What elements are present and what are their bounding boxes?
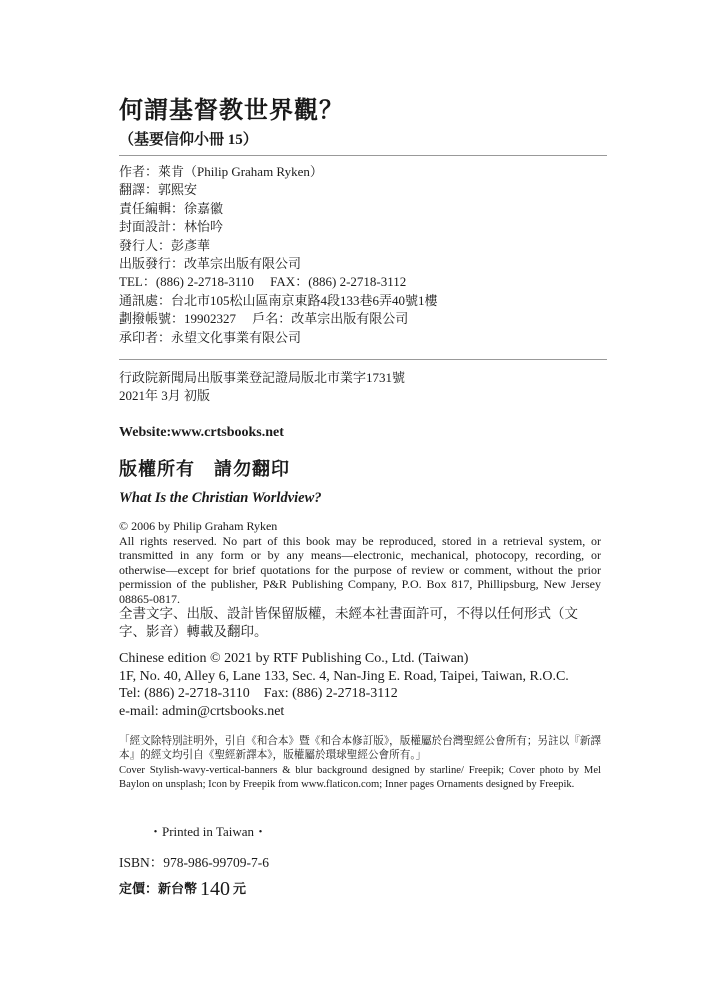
scripture-and-credits-notes <box>119 735 601 792</box>
registration-info <box>119 369 405 405</box>
chinese-edition-line: Chinese edition © 2021 by RTF Publishing Co., Ltd. (Taiwan) <box>119 651 469 666</box>
credit-author: 作者：萊肯（Philip Graham Ryken） <box>119 164 323 179</box>
credit-editor: 責任編輯：徐嘉徽 <box>119 200 224 216</box>
publisher-email: e-mail: admin@crtsbooks.net <box>119 703 285 719</box>
image-credits: Cover Stylish-wavy-vertical-banners & blur background designed by starline/ Freepik; Cover photo by Mel Baylon on unsplash; Icon by Freepik from www.flaticon.com; Inner pages Ornaments designed by Freepik. <box>119 764 601 790</box>
english-rights-statement: All rights reserved. No part of this book may be reproduced, stored in a retrieval system, or transmitted in any form or by any means—electronic, mechanical, photocopy, recording, or otherwise—except for brief quotations for the purpose of review or comment, without the prior permission of the publisher, P&R Publishing Company, P.O. Box 817, Phillipsburg, New Jersey 08865-0817. <box>119 533 601 606</box>
website-link[interactable]: Website:www.crtsbooks.net <box>119 425 284 440</box>
price-amount: 140 <box>200 878 231 900</box>
registration-license: 行政院新聞局出版事業登記證局版北市業字1731號 <box>119 370 406 385</box>
credit-translator: 翻譯：郭熙安 <box>119 182 198 198</box>
publisher-address: 1F, No. 40, Alley 6, Lane 133, Sec. 4, Nan-Jing E. Road, Taipei, Taiwan, R.O.C. <box>119 668 569 684</box>
credit-postal-account: 劃撥帳號：19902327 戶名：改革宗出版有限公司 <box>119 311 409 327</box>
series-subtitle: （基要信仰小冊 15） <box>119 132 258 148</box>
english-copyright-line: © 2006 by Philip Graham Ryken <box>119 519 278 533</box>
scripture-note: 「經文除特別註明外，引自《和合本》暨《和合本修訂版》，版權屬於台灣聖經公會所有；另註以『新譯本』的經文均引自《聖經新譯本》，版權屬於環球聖經公會所有。」 <box>119 736 602 762</box>
edition-date: 2021年 3月 初版 <box>119 388 211 403</box>
divider-middle <box>119 359 607 360</box>
credits-list <box>119 163 438 347</box>
chinese-edition-info <box>119 650 569 720</box>
chinese-copyright: 全書文字、出版、設計皆保留版權，未經本社書面許可，不得以任何形式（文字、影音）轉載及翻印。 <box>119 606 578 639</box>
book-title: 何謂基督教世界觀？ <box>119 98 344 124</box>
rights-notice: 版權所有 請勿翻印 <box>119 459 290 479</box>
credit-publisher: 發行人：彭彥華 <box>119 237 211 253</box>
credit-address: 通訊處：台北市105松山區南京東路4段133巷6弄40號1樓 <box>119 292 438 308</box>
price-unit: 元 <box>233 881 247 896</box>
credit-cover-design: 封面設計：林怡吟 <box>119 219 224 235</box>
isbn: ISBN：978-986-99709-7-6 <box>119 855 269 870</box>
credit-printer: 承印者：永望文化事業有限公司 <box>119 329 302 345</box>
english-copyright <box>119 519 601 607</box>
printed-in-taiwan: ・Printed in Taiwan・ <box>149 824 268 839</box>
publisher-tel-fax: Tel: (886) 2-2718-3110 Fax: (886) 2-2718-3112 <box>119 686 398 702</box>
english-title: What Is the Christian Worldview? <box>119 490 322 506</box>
credit-phone-fax: TEL：(886) 2-2718-3110 FAX：(886) 2-2718-3112 <box>119 274 407 290</box>
credit-publishing-house: 出版發行：改革宗出版有限公司 <box>119 256 302 272</box>
price <box>119 878 246 901</box>
price-label: 定價：新台幣 <box>119 881 198 896</box>
divider-top <box>119 155 607 156</box>
